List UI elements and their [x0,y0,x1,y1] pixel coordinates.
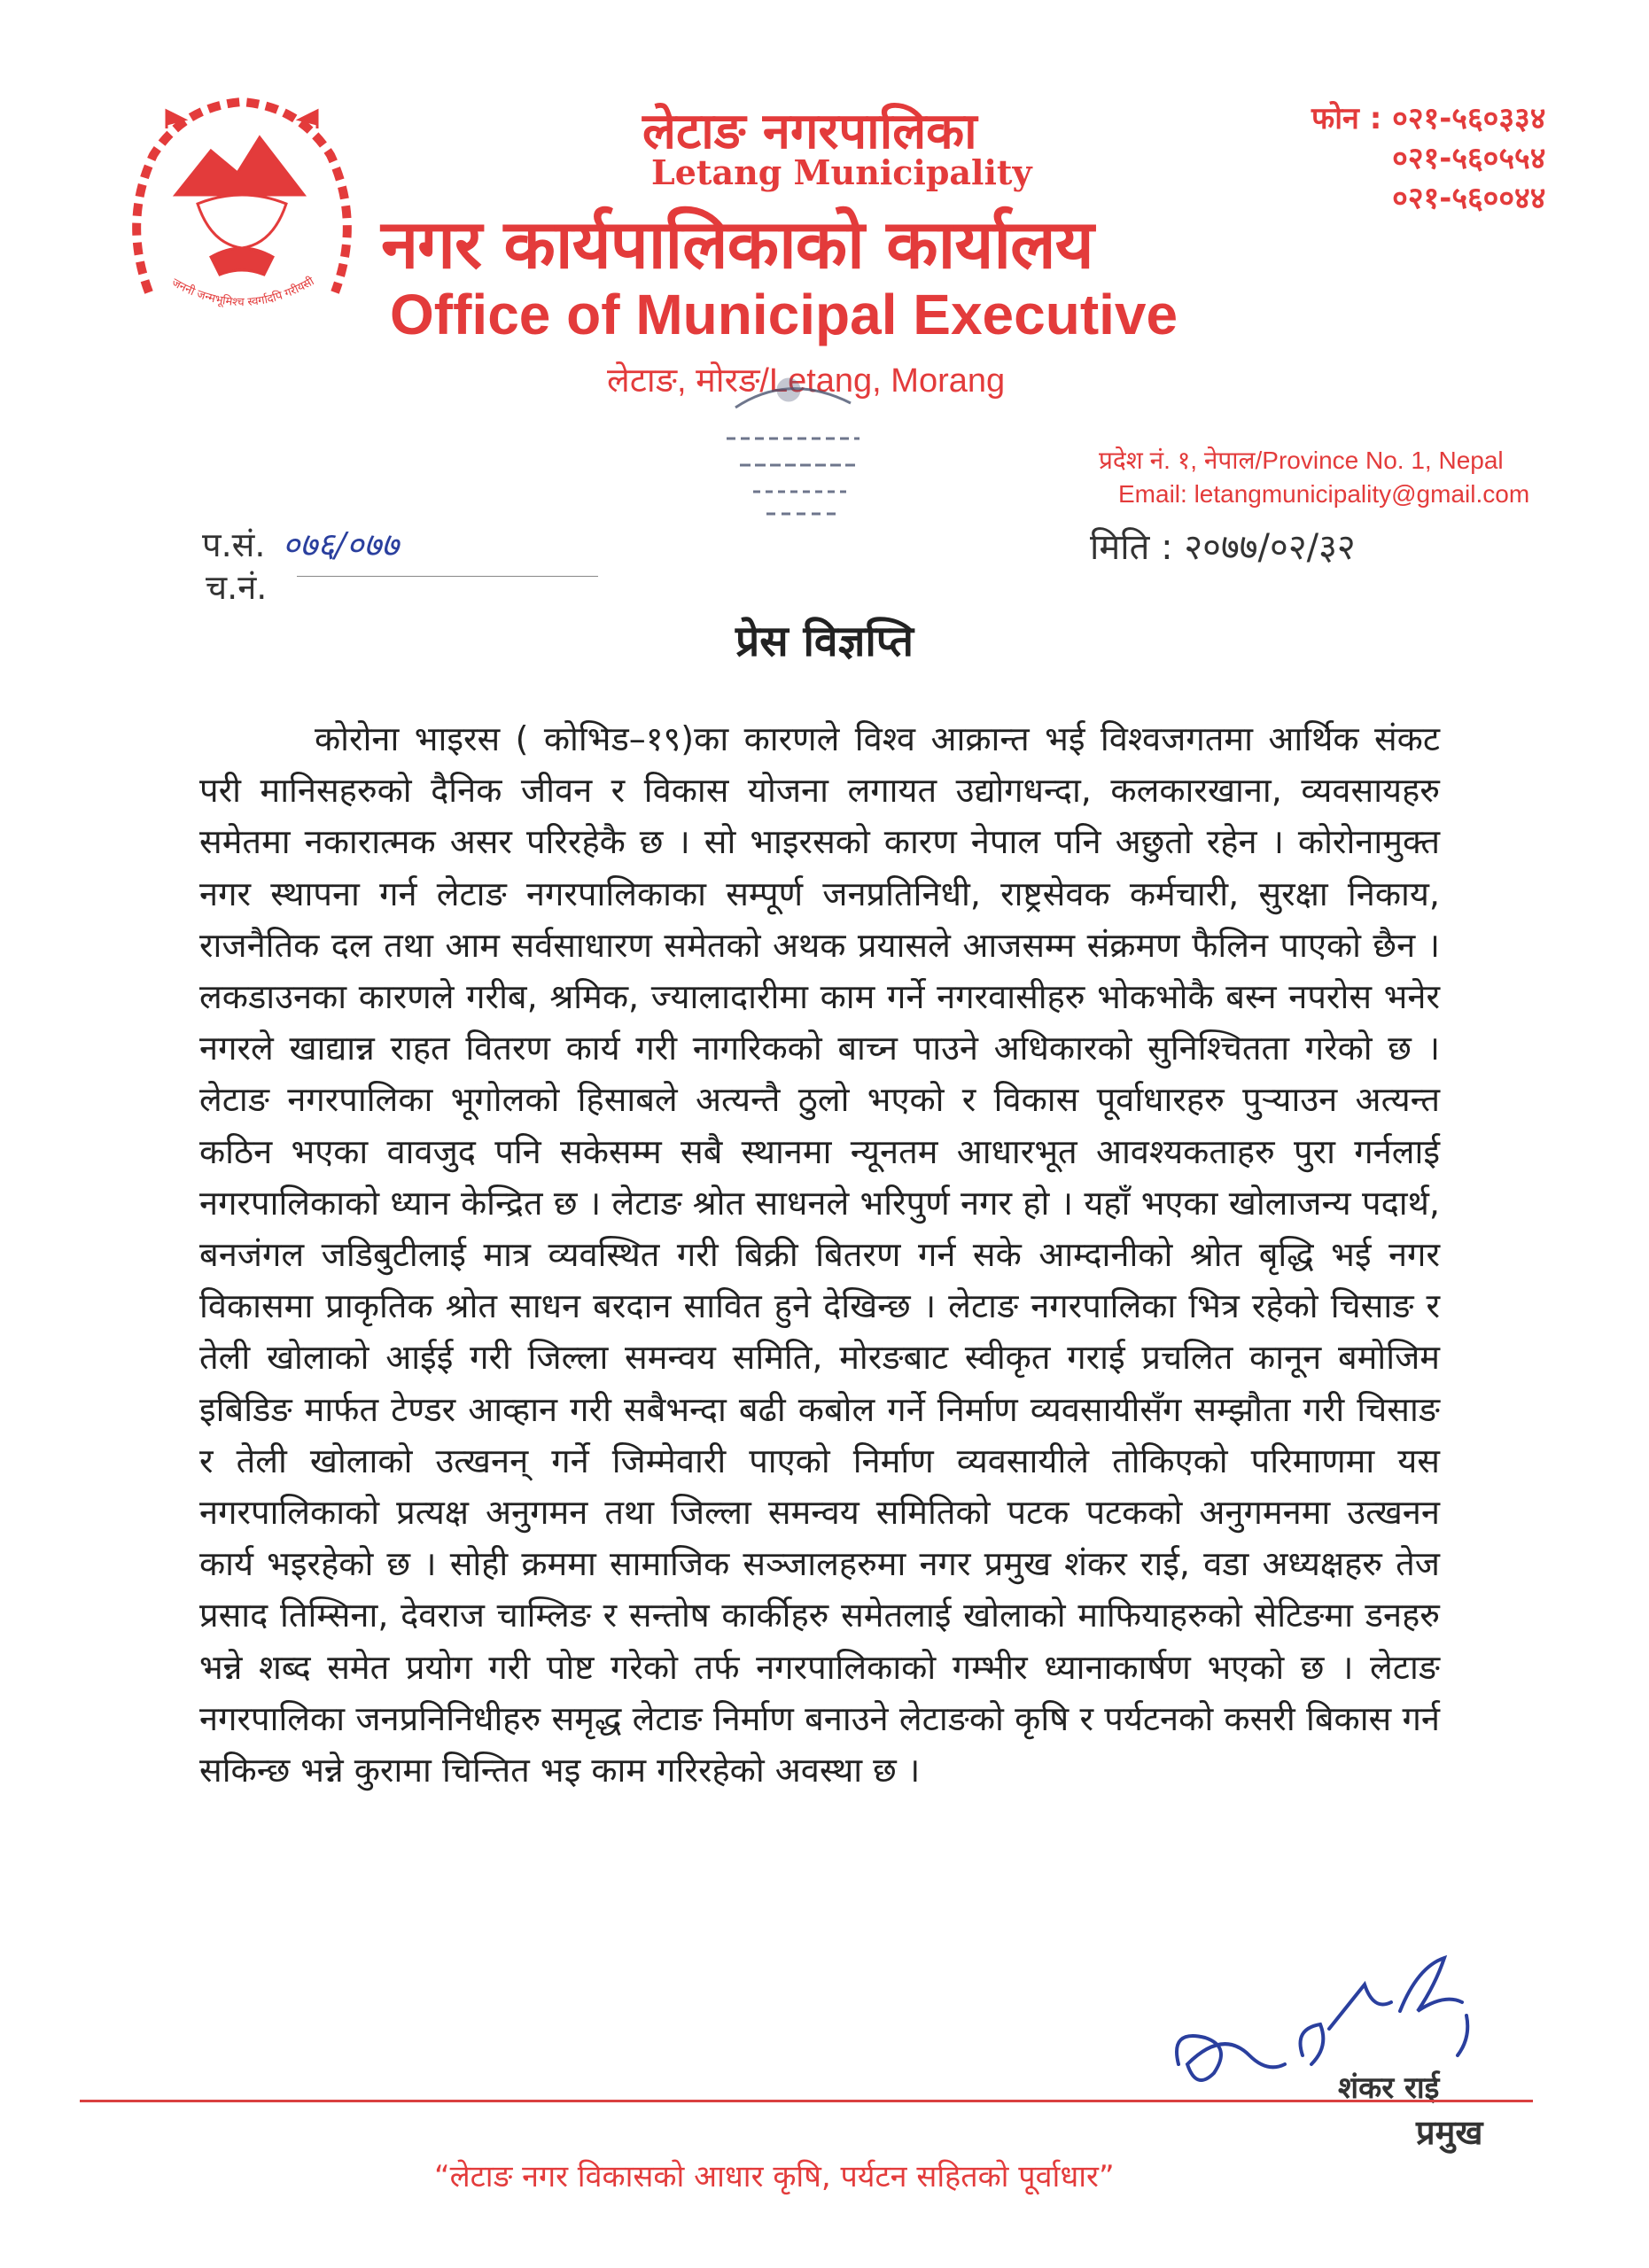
phone-line-3: ०२१-५६००४४ [1392,180,1546,216]
svg-text:जननी जन्मभूमिश्च स्वर्गादपि गर [169,274,317,309]
phone-line-1: फोन : ०२१-५६०३३४ [1311,101,1546,136]
signatory-title: प्रमुख [1416,2113,1483,2152]
emblem-motto: जननी जन्मभूमिश्च स्वर्गादपि गरीयसी [168,275,317,310]
signatory-name: शंकर राई [1338,2070,1440,2106]
cn-label: च.नं. [206,568,268,607]
notice-heading: प्रेस विज्ञप्ति [735,617,914,666]
office-name-en: Office of Municipal Executive [390,283,1178,346]
footer-divider [80,2100,1533,2102]
municipality-name-np: लेटाङ नगरपालिका [642,103,977,160]
ps-value: ०७६/०७७ [282,525,399,564]
date-line: मिति : २०७७/०२/३२ [1090,527,1356,568]
ps-row [202,521,399,567]
municipality-name-en: Letang Municipality [651,152,1032,192]
footer-motto: “लेटाङ नगर विकासको आधार कृषि, पर्यटन सहितको पूर्वाधार” [434,2159,1115,2194]
email-line: Email: letangmunicipality@gmail.com [1118,480,1530,508]
phone-line-2: ०२१-५६०५५४ [1392,140,1546,176]
notice-body: कोरोना भाइरस ( कोभिड–१९)का कारणले विश्व आक्रान्त भई विश्वजगतमा आर्थिक संकट परी मानिसहरुको दैनिक जीवन र विकास योजना लगायत उद्योगधन्दा, कलकारखाना, व्यवसायहरु समेतमा नकारात्मक असर परिरहेकै छ । सो भाइरसको कारण नेपाल पनि अछुतो रहेन । कोरोनामुक्त नगर स्थापना गर्न लेटाङ नगरपालिकाका सम्पूर्ण जनप्रतिनिधी, राष्ट्रसेवक कर्मचारी, सुरक्षा निकाय, राजनैतिक दल तथा आम सर्वसाधारण समेतको अथक प्रयासले आजसम्म संक्रमण फैलिन पाएको छैन । लकडाउनका कारणले गरीब, श्रमिक, ज्यालादारीमा काम गर्ने नगरवासीहरु भोकभोकै बस्न नपरोस भनेर नगरले खाद्यान्न राहत वितरण कार्य गरी नागरिकको बाच्न पाउने अधिकारको सुनिश्चितता गरेको छ । लेटाङ नगरपालिका भूगोलको हिसाबले अत्यन्तै ठुलो भएको र विकास पूर्वाधारहरु पुऱ्याउन अत्यन्त कठिन भएका वावजुद पनि सकेसम्म सबै स्थानमा न्यूनतम आधारभूत आवश्यकताहरु पुरा गर्नलाई नगरपालिकाको ध्यान केन्द्रित छ । लेटाङ श्रोत साधनले भरिपुर्ण नगर हो । यहाँ भएका खोलाजन्य पदार्थ, बनजंगल जडिबुटीलाई मात्र व्यवस्थित गरी बिक्री बितरण गर्न सके आम्दानीको श्रोत बृद्धि भई नगर विकासमा प्राकृतिक श्रोत साधन बरदान सावित हुने देखिन्छ । लेटाङ नगरपालिका भित्र रहेको चिसाङ र तेली खोलाको आईई गरी जिल्ला समन्वय समिति, मोरङबाट स्वीकृत गराई प्रचलित कानून बमोजिम इबिडिङ मार्फत टेण्डर आव्हान गरी सबैभन्दा बढी कबोल गर्ने निर्माण व्यवसायीसँग सम्झौता गरी चिसाङ र तेली खोलाको उत्खनन् गर्ने जिम्मेवारी पाएको निर्माण व्यवसायीले तोकिएको परिमाणमा यस नगरपालिकाको प्रत्यक्ष अनुगमन तथा जिल्ला समन्वय समितिको पटक पटकको अनुगमनमा उत्खनन कार्य भइरहेको छ । सोही क्रममा सामाजिक सञ्जालहरुमा नगर प्रमुख शंकर राई, वडा अध्यक्षहरु तेज प्रसाद तिम्सिना, देवराज चाम्लिङ र सन्तोष कार्कीहरु समेतलाई खोलाको माफियाहरुको सेटिङमा डनहरु भन्ने शब्द समेत प्रयोग गरी पोष्ट गरेको तर्फ नगरपालिकाको गम्भीर ध्यानाकार्षण भएको छ । लेटाङ नगरपालिका जनप्रनिनिधीहरु समृद्ध लेटाङ निर्माण बनाउने लेटाङको कृषि र पर्यटनको कसरी बिकास गर्न सकिन्छ भन्ने कुरामा चिन्तित भइ काम गरिरहेको अवस्था छ । [199,719,1441,1790]
office-name-np: नगर कार्यपालिकाको कार्यालय [381,205,1093,284]
cn-underline [297,576,598,577]
office-address: लेटाङ, मोरङ/Letang, Morang [607,362,1006,400]
nepal-emblem-logo [113,89,370,319]
phone-block [1311,99,1545,219]
province-line: प्रदेश नं. १, नेपाल/Province No. 1, Nepal [1099,447,1504,474]
ps-label: प.सं. [202,525,266,564]
office-stamp [700,354,886,532]
